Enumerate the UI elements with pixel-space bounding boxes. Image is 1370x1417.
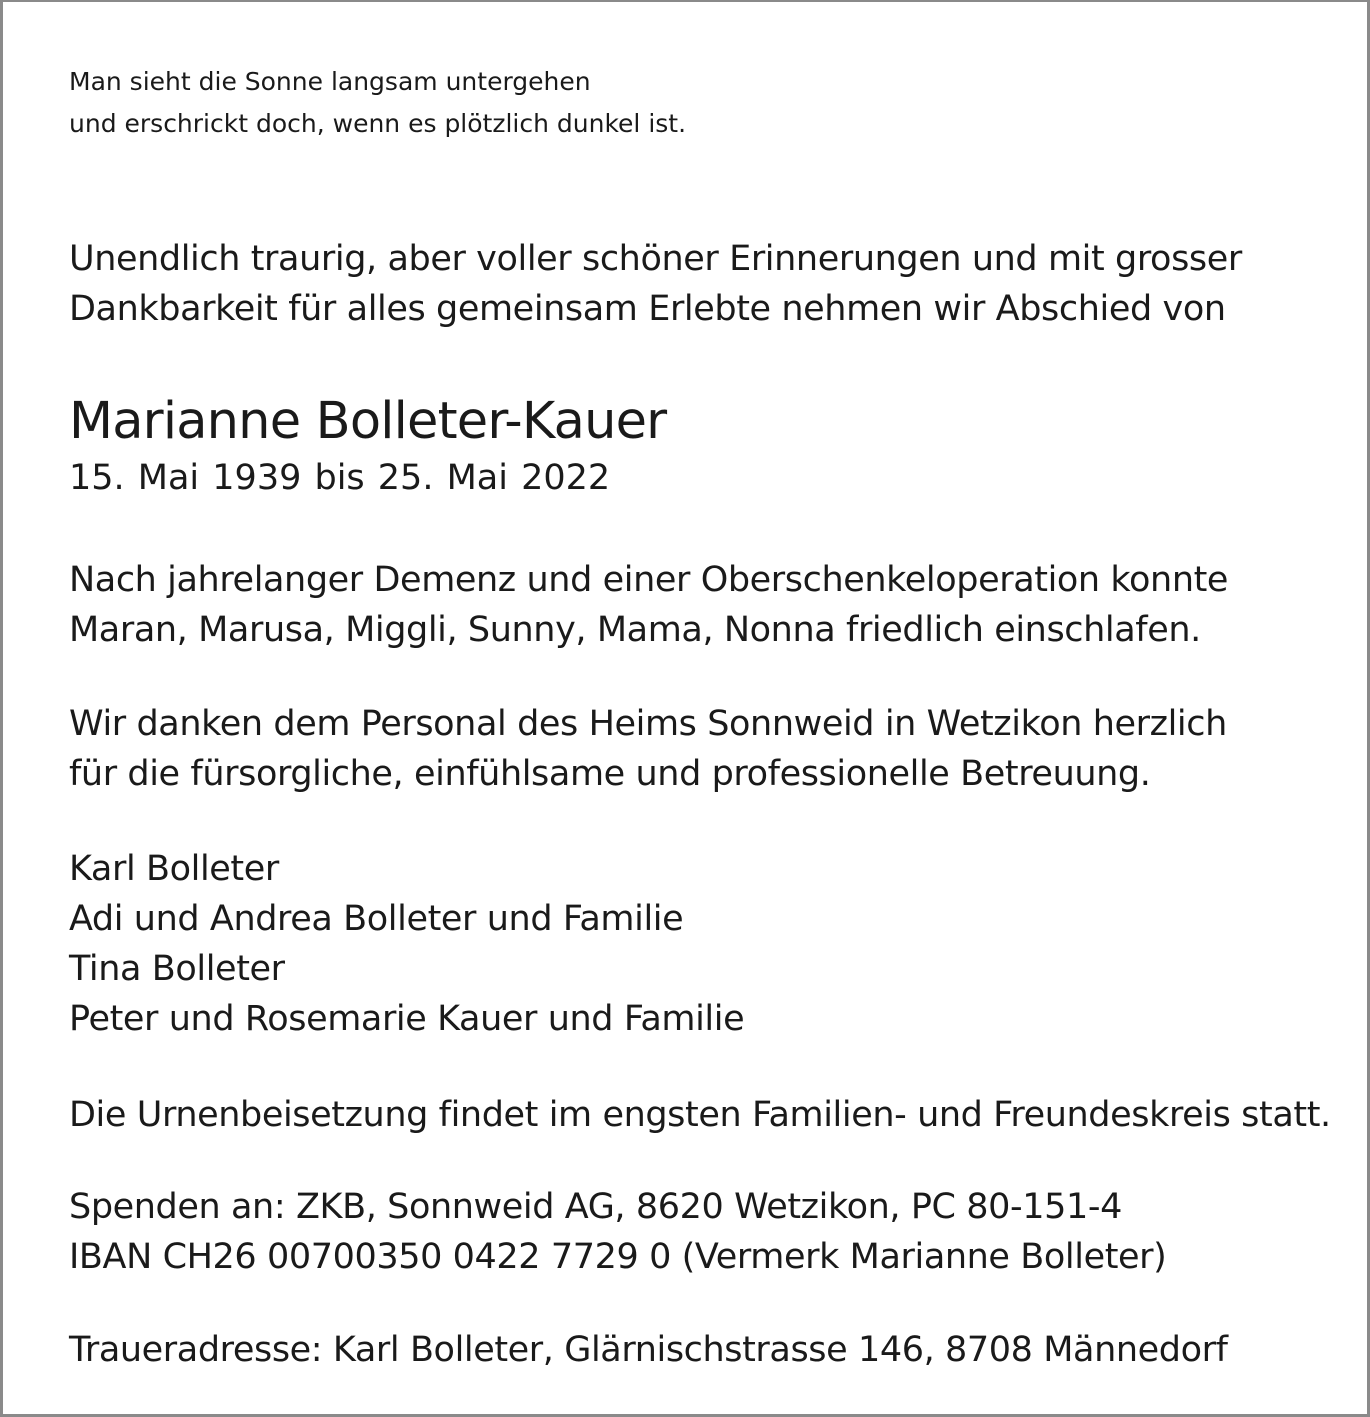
- life-dates: 15. Mai 1939 bis 25. Mai 2022: [69, 458, 611, 498]
- mourner-name: Tina Bolleter: [69, 949, 285, 989]
- intro-line-2: Dankbarkeit für alles gemeinsam Erlebte nehmen wir Abschied von: [69, 289, 1226, 329]
- motto-line-1: Man sieht die Sonne langsam untergehen: [69, 67, 591, 96]
- mourner-name: Adi und Andrea Bolleter und Familie: [69, 899, 684, 939]
- donations-line-2: IBAN CH26 00700350 0422 7729 0 (Vermerk Marianne Bolleter): [69, 1237, 1167, 1277]
- mourner-name: Karl Bolleter: [69, 849, 279, 889]
- thanks-line-1: Wir danken dem Personal des Heims Sonnweid in Wetzikon herzlich: [69, 704, 1227, 744]
- burial-notice: Die Urnenbeisetzung findet im engsten Familien- und Freundeskreis statt.: [69, 1095, 1331, 1135]
- donations-line-1: Spenden an: ZKB, Sonnweid AG, 8620 Wetzikon, PC 80-151-4: [69, 1187, 1122, 1227]
- intro-line-1: Unendlich traurig, aber voller schöner Erinnerungen und mit grosser: [69, 239, 1242, 279]
- passing-line-1: Nach jahrelanger Demenz und einer Oberschenkeloperation konnte: [69, 560, 1229, 600]
- passing-line-2: Maran, Marusa, Miggli, Sunny, Mama, Nonna friedlich einschlafen.: [69, 610, 1201, 650]
- mourner-name: Peter und Rosemarie Kauer und Familie: [69, 999, 745, 1039]
- deceased-name: Marianne Bolleter-Kauer: [69, 392, 667, 451]
- motto-line-2: und erschrickt doch, wenn es plötzlich dunkel ist.: [69, 109, 687, 138]
- mourning-address: Traueradresse: Karl Bolleter, Glärnischstrasse 146, 8708 Männedorf: [69, 1330, 1228, 1370]
- thanks-line-2: für die fürsorgliche, einfühlsame und professionelle Betreuung.: [69, 754, 1151, 794]
